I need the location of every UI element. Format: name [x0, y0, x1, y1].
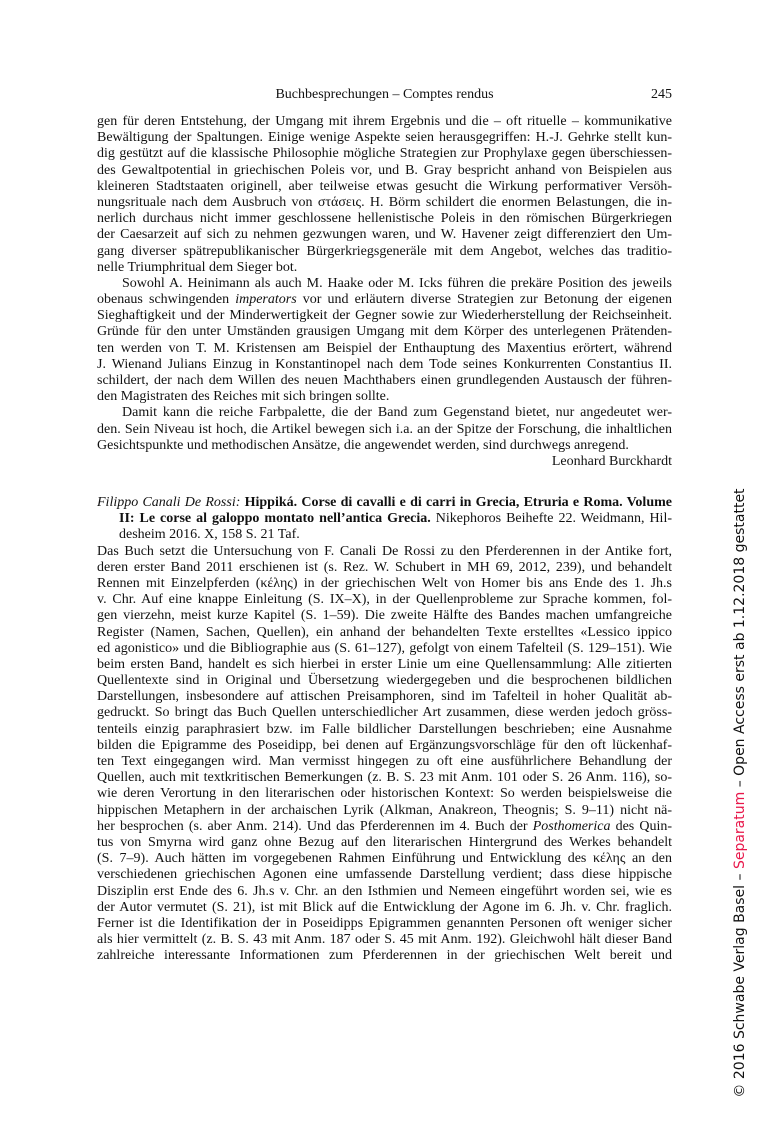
text-line: gen vierzehn, meist kurze Kapitel (S. 1–59). Die zweite Hälfte des Bandes machen umfangreiche	[97, 608, 672, 624]
text-line	[97, 819, 672, 835]
text-line: kleineren Stadtstaaten originell, aber teilweise etwas gesucht die Wirkung performativer Versöh-	[97, 178, 672, 194]
text-line: den. Sein Niveau ist hoch, die Artikel bewegen sich i.a. an der Spitze der Forschung, die inhaltlichen	[97, 421, 672, 437]
text-line: (S. 7–9). Auch hätten im vorgegebenen Rahmen Einführung und Entwicklung des κέλης an den	[97, 851, 672, 867]
text-line: Bewältigung der Spaltungen. Einige wenige Aspekte seien herausgegriffen: H.-J. Gehrke stellt kun-	[97, 130, 672, 146]
text-line: zahlreiche interessante Informationen zum Pferderennen in der griechischen Welt bereit und	[97, 948, 672, 964]
text-segment: her besprochen (s. aber Anm. 214). Und das Pferderennen im 4. Buch der	[97, 818, 533, 834]
book-citation	[97, 495, 672, 544]
text-line: ten werden von T. M. Kristensen am Beispiel der Enthauptung des Maxentius erörtert, während	[97, 340, 672, 356]
text-line: wie deren Verortung in den literarischen oder historischen Kontext: So werden beispielsweise die	[97, 786, 672, 802]
text-line	[97, 511, 672, 527]
paragraph	[97, 114, 672, 276]
text-line: dig gestützt auf die klassische Philosophie mögliche Strategien zur Prophylaxe gegen überschiessen-	[97, 146, 672, 162]
text-line: nerlich durchaus nicht immer geschlossene hellenistische Poleis in den römischen Bürgerkriegen	[97, 211, 672, 227]
separatum-label: Separatum	[732, 791, 748, 870]
text-line: der Autor vermutet (S. 21), ist mit Blick auf die Entwicklung der Agone im 6. Jh. v. Chr. fraglich.	[97, 899, 672, 915]
text-line: J. Wienand Julians Einzug in Konstantinopel nach dem Tode seines Konkurrenten Constantius II.	[97, 356, 672, 372]
text-line: Ferner ist die Identifikation der in Poseidipps Epigrammen genannten Personen oft weniger sicher	[97, 915, 672, 931]
text-line: des Gewaltpotential in griechischen Poleis vor, und B. Gray bespricht anhand von Beispielen aus	[97, 162, 672, 178]
text-line: Rennen mit Einzelpferden (κέλης) in der griechischen Welt von Homer bis ans Ende des 1. Jh.s	[97, 575, 672, 591]
bold-text: II: Le corse al galoppo montato nell’antica Grecia.	[119, 511, 431, 527]
text-line: gen für deren Entstehung, der Umgang mit ihrem Ergebnis und die – oft rituelle – kommunikative	[97, 114, 672, 129]
text-line: Sowohl A. Heinimann als auch M. Haake oder M. Icks führen die prekäre Position des jeweils	[122, 275, 672, 291]
text-line: nungsrituale nach dem Ausbruch von στάσεις. H. Börm schildert die enormen Belastungen, die in-	[97, 194, 672, 210]
text-line: Darstellungen, insbesondere auf attischen Preisamphoren, sind im Tafelteil in hoher Qualität ab-	[97, 689, 672, 705]
text-line: Quellen, auch mit textkritischen Bemerkungen (z. B. S. 23 mit Anm. 101 oder S. 26 Anm. 116), so-	[97, 770, 672, 786]
text-line: beim ersten Band, handelt es sich hierbei in erster Linie um eine Quellensammlung: Alle zitierten	[97, 656, 672, 672]
text-line: ed agonistico» und die Bibliographie aus (S. 61–127), gefolgt von einem Tafelteil (S. 129–151). Wie	[97, 640, 672, 656]
text-line: tenteils einzig paraphrasiert bzw. im Falle bildlicher Darstellungen beschrieben; eine Ausnahme	[97, 721, 672, 737]
text-line: tus von Smyrna wird ganz ohne Bezug auf den literarischen Hintergrund des Werkes behandelt	[97, 834, 672, 850]
text-segment: vor und erläutern diverse Strategien zur Betonung der eigenen	[296, 292, 672, 308]
text-line: Quellentexte sind in Original und Übersetzung wiedergegeben und die besprochenen bildlichen	[97, 673, 672, 689]
text-line: als hier vermittelt (z. B. S. 43 mit Anm. 187 oder S. 45 mit Anm. 192). Gleichwohl hält dieser Band	[97, 932, 672, 948]
open-access-text: – Open Access erst ab 1.12.2018 gestattet	[732, 488, 748, 792]
copyright-notice	[732, 488, 748, 1097]
text-line: Register (Namen, Sachen, Quellen), ein anhand der behandelten Texte erstelltes «Lessico ippico	[97, 624, 672, 640]
italic-text: Filippo Canali De Rossi:	[97, 495, 245, 510]
italic-text: imperators	[235, 292, 297, 308]
text-line: gedruckt. So bringt das Buch Quellen unterschiedlicher Art zusammen, diese werden jedoch gröss-	[97, 705, 672, 721]
text-line: der Caesarzeit auf sich zu nehmen gezwungen waren, und W. Havener zeigt differenziert den Um-	[97, 227, 672, 243]
text-line: gang diverser spätrepublikanischer Bürgerkriegsgeneräle mit dem Angebot, welches das traditio-	[97, 243, 672, 259]
text-line: schildert, der nach dem Willen des neuen Machthabers einen grundlegenden Austausch der führen-	[97, 373, 672, 388]
text-line	[97, 495, 672, 511]
paragraph	[97, 544, 672, 965]
text-segment: obenaus schwingenden	[97, 292, 236, 308]
text-segment: Nikephoros Beihefte 22. Weidmann, Hil-	[430, 511, 672, 527]
text-line: Sieghaftigkeit und der Minderwertigkeit der Gegner sowie zur Wiederherstellung der Reichseinheit.	[97, 308, 672, 324]
italic-text: Posthomerica	[532, 818, 611, 834]
text-line: verschiedenen griechischen Agonen eine umfassende Darstellung verdient; dass diese hippische	[97, 867, 672, 883]
text-line: desheim 2016. X, 158 S. 21 Taf.	[119, 527, 300, 543]
running-header-title: Buchbesprechungen – Comptes rendus	[275, 87, 494, 102]
text-line: bilden die Epigramme des Poseidipp, bei denen auf Ergänzungsvorschläge für den oft lückenhaf-	[97, 737, 672, 753]
paragraph	[97, 276, 672, 406]
review-signature: Leonhard Burckhardt	[551, 453, 672, 469]
paragraph	[97, 405, 672, 454]
text-line: Gesichtspunkte und methodischen Ansätze, die angewendet werden, sind durchwegs anregend.	[97, 437, 629, 453]
text-line: Disziplin erst Ende des 6. Jh.s v. Chr. an den Isthmien und Nemeen eingeführt worden sei, wie es	[97, 883, 672, 899]
text-line: den Magistraten des Reiches mit sich bringen sollte.	[97, 389, 390, 405]
copyright-text: © 2016 Schwabe Verlag Basel –	[732, 869, 748, 1098]
text-segment: des Quin-	[610, 818, 673, 834]
text-line: Das Buch setzt die Untersuchung von F. Canali De Rossi zu den Pferderennen in der Antike fort,	[97, 543, 672, 559]
text-line: v. Chr. Auf eine knappe Einleitung (S. IX–X), in der Quellenprobleme zur Sprache kommen, fol-	[97, 592, 672, 608]
text-line: deren erster Band 2011 erschienen ist (s. Rez. W. Schubert in MH 69, 2012, 239), und behandelt	[97, 559, 672, 575]
page-number: 245	[651, 87, 672, 102]
bold-text: Hippiká. Corse di cavalli e di carri in Grecia, Etruria e Roma. Volume	[244, 495, 672, 510]
text-line: Damit kann die reiche Farbpalette, die der Band zum Gegenstand bietet, nur angedeutet wer-	[122, 405, 672, 421]
text-line	[97, 292, 672, 308]
text-line: ten Text eingegangen wird. Man vermisst hingegen zu oft eine ausführlichere Behandlung der	[97, 754, 672, 769]
review-canali-de-rossi	[97, 495, 672, 964]
running-header	[97, 86, 672, 103]
review-burckhardt	[97, 114, 672, 470]
text-line: nelle Triumphritual dem Sieger bot.	[97, 259, 298, 275]
text-line: hippischen Metaphern in der archaischen Lyrik (Alkman, Anakreon, Theognis; S. 9–11) nicht nä-	[97, 802, 672, 818]
text-line: Gründe für den unter Umständen grausigen Umgang mit dem Körper des unterlegenen Prätenden-	[97, 324, 672, 340]
